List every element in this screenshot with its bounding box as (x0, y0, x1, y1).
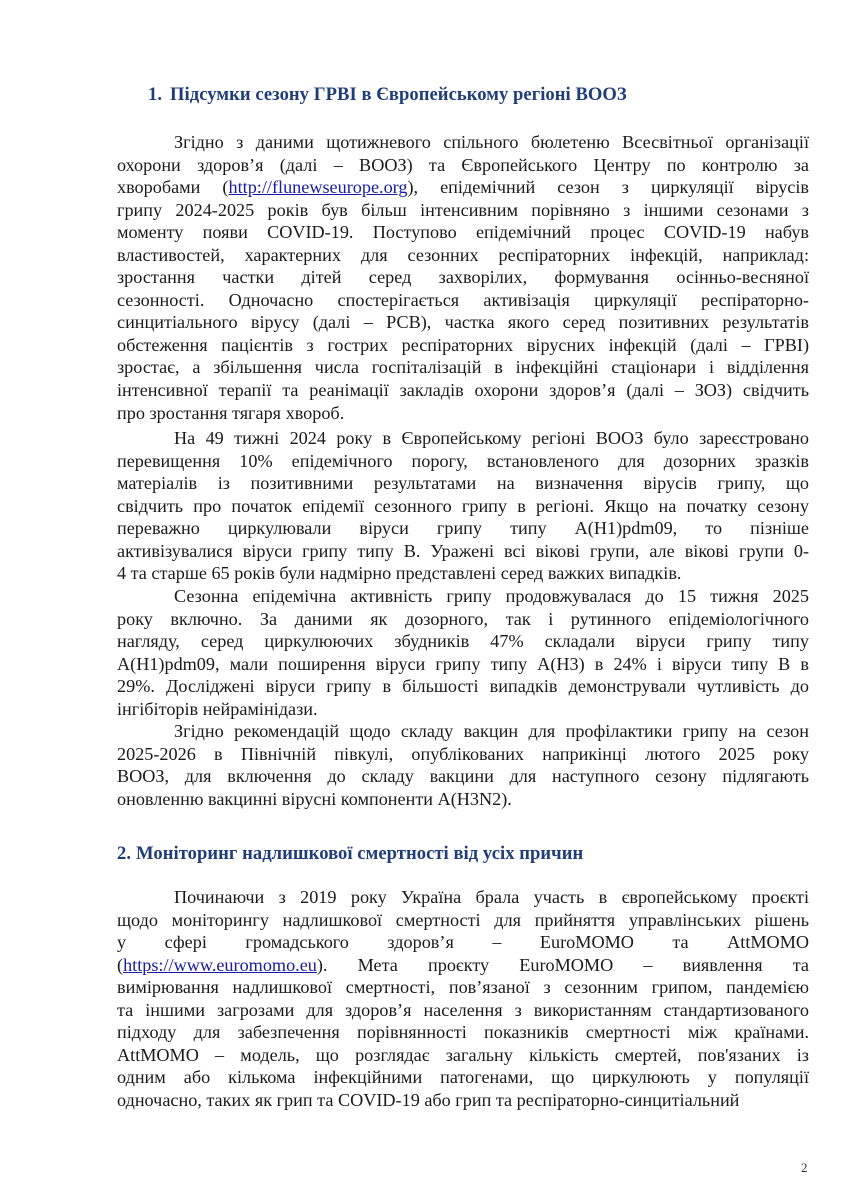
text-line: 4 та старше 65 років були надмірно представлені серед важких випадків. (117, 563, 682, 584)
text-fragment: хворобами ( (117, 177, 229, 198)
section-1-paragraph-2 (117, 427, 809, 585)
section-1-paragraph-1 (117, 131, 809, 424)
text-line: інгібіторів нейрамінідази. (117, 698, 318, 719)
text-line: та іншими загрозами для здоров’я населення з використанням стандартизованого (117, 999, 809, 1020)
text-line: 29%. Досліджені віруси грипу в більшості випадків демонстрували чутливість до (117, 676, 809, 697)
section-2-heading (117, 843, 583, 865)
text-line: моменту появи COVID-19. Поступово епідемічний процес COVID-19 набув (117, 222, 809, 243)
text-line: зростає, а збільшення числа госпіталізацій в інфекційні стаціонари і відділення (117, 357, 809, 378)
page-number: 2 (801, 1160, 808, 1175)
section-1-number: 1. (148, 84, 163, 105)
text-line (117, 954, 809, 977)
text-line: AttMOMO – модель, що розглядає загальну кількість смертей, пов'язаних із (117, 1044, 809, 1065)
text-line: про зростання тягаря хвороб. (117, 402, 345, 423)
text-line: оновленню вакцинні вірусні компоненти A(H3N2). (117, 788, 512, 809)
text-line: свідчить про початок епідемії сезонного грипу в регіоні. Якщо на початку сезону (117, 495, 809, 516)
text-line: охорони здоров’я (далі – ВООЗ) та Європейського Центру по контролю за (117, 154, 809, 175)
text-line: сезонності. Одночасно спостерігається активізація циркуляції респіраторно- (117, 289, 809, 310)
text-line: властивостей, характерних для сезонних респіраторних інфекцій, наприклад: (117, 244, 809, 265)
text-line: щодо моніторингу надлишкової смертності для прийняття управлінських рішень (117, 909, 809, 930)
text-line: зростання частки дітей серед захворілих, формування осінньо-весняної (117, 267, 809, 288)
text-line: синцитіального вірусу (далі – РСВ), частка якого серед позитивних результатів (117, 312, 809, 333)
hyperlink[interactable]: http://flunewseurope.org (228, 177, 408, 198)
section-1-heading (148, 84, 627, 106)
text-line: На 49 тижні 2024 року в Європейському регіоні ВООЗ було зареєстровано (174, 428, 809, 448)
text-line: активізувалися віруси грипу типу B. Уражені всі вікові групи, але вікові групи 0- (117, 540, 809, 561)
text-line: A(H1)pdm09, мали поширення віруси грипу типу A(H3) в 24% і віруси типу B в (117, 653, 809, 674)
section-1-title: Підсумки сезону ГРВІ в Європейському регіоні ВООЗ (170, 84, 627, 105)
text-line: у сфері громадського здоров’я – EuroMOMO та AttMOMO (117, 932, 809, 953)
text-line: вимірювання надлишкової смертності, пов’язаної з сезонним грипом, пандемією (117, 977, 809, 998)
text-line: Згідно рекомендацій щодо складу вакцин для профілактики грипу на сезон (174, 721, 809, 741)
text-fragment: ). Мета проєкту EuroMOMO – виявлення та (316, 954, 809, 975)
section-1-paragraph-3 (117, 585, 809, 720)
text-line: інтенсивної терапії та реанімації закладів охорони здоров’я (далі – ЗОЗ) свідчить (117, 380, 809, 401)
text-line: переважно циркулювали віруси грипу типу A(H1)pdm09, то пізніше (117, 518, 809, 539)
text-line: Згідно з даними щотижневого спільного бюлетеню Всесвітньої організації (174, 132, 809, 152)
text-line: перевищення 10% епідемічного порогу, встановленого для дозорних зразків (117, 450, 809, 471)
text-line: обстеження пацієнтів з гострих респіраторних вірусних інфекцій (далі – ГРВІ) (117, 334, 809, 355)
section-1-paragraph-4 (117, 720, 809, 810)
text-line: Починаючи з 2019 року Україна брала участь в європейському проєкті (174, 887, 809, 907)
text-fragment: ), епідемічний сезон з циркуляції вірусів (407, 177, 810, 198)
hyperlink[interactable]: https://www.euromomo.eu (123, 954, 317, 975)
text-line: нагляду, серед циркулюючих збудників 47% складали віруси грипу типу (117, 631, 809, 652)
text-line (117, 176, 809, 199)
text-line: підходу для забезпечення порівнянності показників смертності між країнами. (117, 1022, 809, 1043)
section-2-paragraph-1 (117, 886, 809, 1111)
text-line: матеріалів із позитивними результатами на визначення вірусів грипу, що (117, 473, 809, 494)
text-line: Сезонна епідемічна активність грипу продовжувалася до 15 тижня 2025 (174, 586, 809, 606)
text-line: одним або кількома інфекційними патогенами, що циркулюють у популяції (117, 1067, 809, 1088)
text-fragment: ( (117, 954, 124, 975)
text-line: року включно. За даними як дозорного, так і рутинного епідеміологічного (117, 608, 809, 629)
text-line: 2025-2026 в Північній півкулі, опублікованих наприкінці лютого 2025 року (117, 743, 809, 764)
text-line: одночасно, таких як грип та COVID-19 або грип та респіраторно-синцитіальний (117, 1089, 740, 1110)
text-line: ВООЗ, для включення до складу вакцини для наступного сезону підлягають (117, 766, 809, 787)
text-line: грипу 2024-2025 років був більш інтенсивним порівняно з іншими сезонами з (117, 199, 809, 220)
section-2-number: 2. (117, 843, 132, 864)
section-2-title: Моніторинг надлишкової смертності від усіх причин (136, 843, 584, 864)
